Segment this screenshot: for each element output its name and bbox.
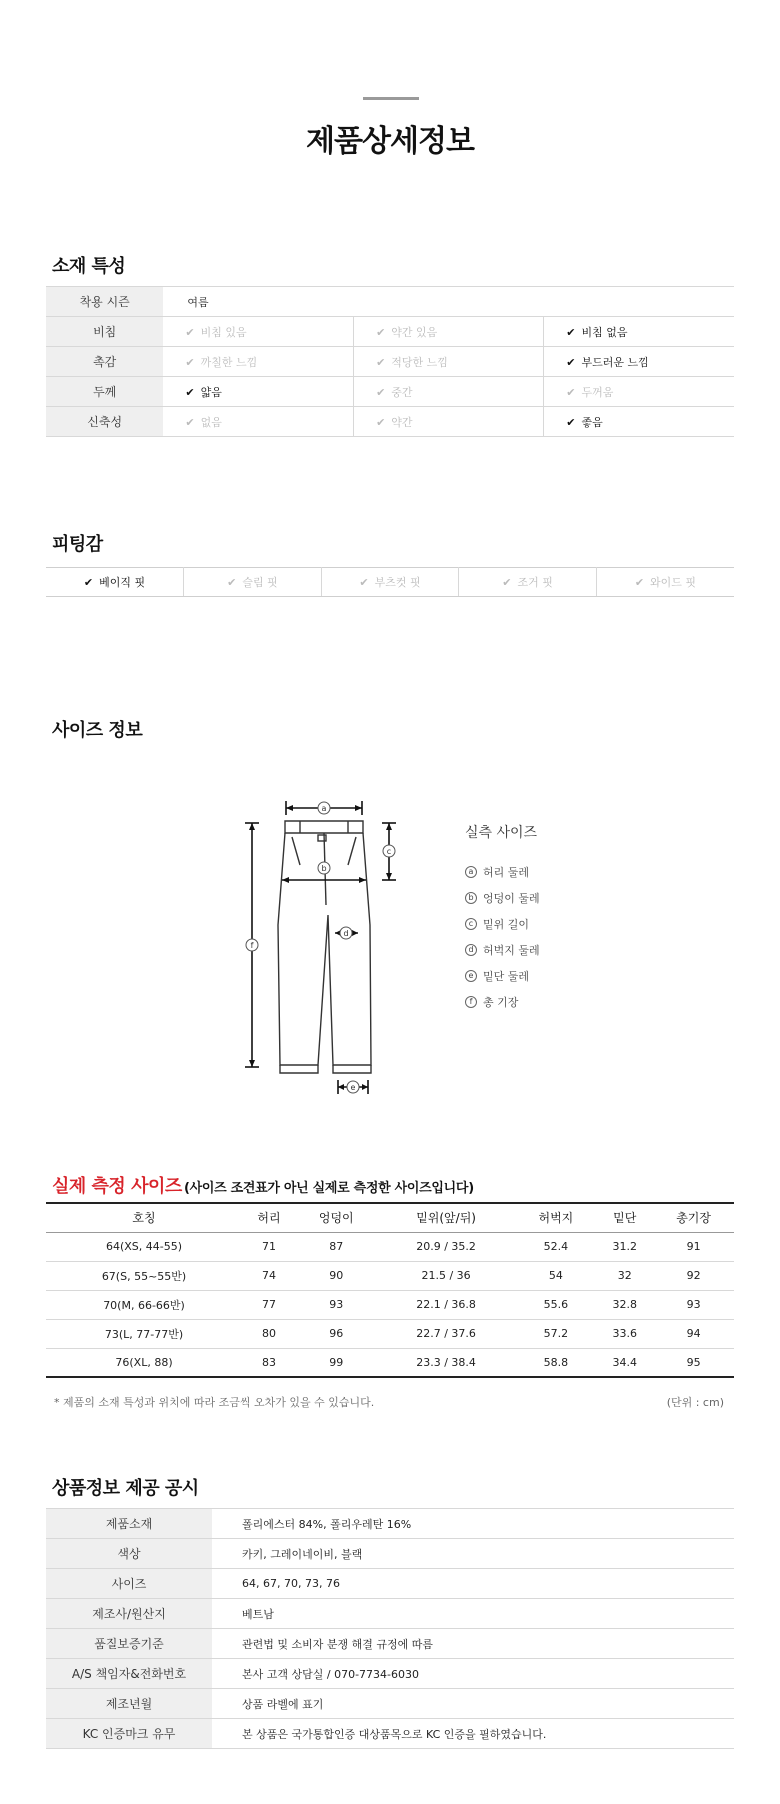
legend-label: 허리 둘레	[483, 866, 530, 879]
fitting-option	[321, 568, 459, 597]
table-cell: 96	[296, 1319, 377, 1348]
option-label: 얇음	[200, 385, 222, 399]
table-cell: 22.1 / 36.8	[377, 1290, 516, 1319]
info-value: 64, 67, 70, 73, 76	[212, 1569, 734, 1599]
size-legend	[465, 859, 540, 1015]
option-label: 적당한 느낌	[391, 355, 448, 369]
info-row	[46, 1509, 734, 1539]
info-value: 본 상품은 국가통합인증 대상품목으로 KC 인증을 필하였습니다.	[212, 1719, 734, 1749]
table-cell: 91	[653, 1232, 734, 1261]
material-option	[544, 377, 734, 407]
material-row-touch	[46, 347, 734, 377]
legend-label: 밑위 길이	[483, 918, 530, 931]
material-option	[163, 317, 353, 347]
pants-outline	[278, 821, 371, 1073]
table-cell: 76(XL, 88)	[46, 1348, 242, 1377]
legend-item	[465, 989, 540, 1015]
material-row-stretch	[46, 407, 734, 437]
material-table	[46, 286, 734, 437]
diagram-mark-f: f	[250, 941, 254, 950]
column-header: 밑단	[596, 1203, 653, 1232]
info-label: 제조사/원산지	[46, 1599, 212, 1629]
info-row	[46, 1719, 734, 1749]
size-table-header	[46, 1203, 734, 1232]
info-label: KC 인증마크 유무	[46, 1719, 212, 1749]
option-label: 비침 없음	[581, 325, 628, 339]
material-option	[354, 317, 544, 347]
legend-title: 실측 사이즈	[465, 825, 538, 841]
table-cell: 93	[296, 1290, 377, 1319]
table-cell: 77	[242, 1290, 296, 1319]
fitting-table	[46, 567, 734, 597]
info-label: 사이즈	[46, 1569, 212, 1599]
check-icon: ✔	[185, 355, 195, 369]
check-icon: ✔	[634, 576, 645, 589]
fitting-label: 와이드 핏	[650, 576, 697, 589]
diagram-mark-e: e	[350, 1083, 356, 1092]
table-cell: 21.5 / 36	[377, 1261, 516, 1290]
size-table	[46, 1202, 734, 1378]
check-icon: ✔	[502, 576, 512, 589]
legend-mark: a	[465, 866, 477, 878]
material-label: 신축성	[46, 407, 163, 437]
table-cell: 31.2	[596, 1232, 653, 1261]
fitting-option	[459, 568, 597, 597]
diagram-mark-d: d	[343, 929, 349, 938]
material-label: 두께	[46, 377, 163, 407]
option-label: 두꺼움	[581, 385, 614, 399]
table-cell: 92	[653, 1261, 734, 1290]
info-value: 관련법 및 소비자 분쟁 해결 규정에 따름	[212, 1629, 734, 1659]
info-row	[46, 1689, 734, 1719]
info-value: 베트남	[212, 1599, 734, 1629]
info-value: 카키, 그레이네이비, 블랙	[212, 1539, 734, 1569]
check-icon: ✔	[83, 576, 94, 589]
legend-mark: e	[465, 970, 477, 982]
table-cell: 34.4	[596, 1348, 653, 1377]
table-cell: 58.8	[516, 1348, 597, 1377]
column-header: 허벅지	[516, 1203, 597, 1232]
material-option-selected	[544, 407, 734, 437]
check-icon: ✔	[376, 385, 386, 399]
table-cell: 23.3 / 38.4	[377, 1348, 516, 1377]
table-cell: 90	[296, 1261, 377, 1290]
column-header: 총기장	[653, 1203, 734, 1232]
material-option-selected	[163, 377, 353, 407]
fitting-section-title: 피팅감	[52, 534, 103, 555]
legend-label: 총 기장	[483, 996, 519, 1009]
check-icon: ✔	[566, 355, 576, 369]
diagram-mark-c: c	[386, 847, 392, 856]
legend-item	[465, 859, 540, 885]
diagram-mark-a: a	[321, 804, 327, 813]
table-cell: 87	[296, 1232, 377, 1261]
check-icon: ✔	[376, 325, 386, 339]
material-option	[354, 347, 544, 377]
check-icon: ✔	[566, 415, 576, 429]
option-label: 중간	[391, 385, 413, 399]
table-cell: 73(L, 77-77반)	[46, 1319, 242, 1348]
table-cell: 52.4	[516, 1232, 597, 1261]
fitting-option	[184, 568, 322, 597]
check-icon: ✔	[185, 325, 195, 339]
diagram-mark-b: b	[321, 864, 327, 873]
option-label: 없음	[200, 415, 222, 429]
table-cell: 95	[653, 1348, 734, 1377]
column-header: 밑위(앞/뒤)	[377, 1203, 516, 1232]
info-label: 품질보증기준	[46, 1629, 212, 1659]
option-label: 비침 있음	[200, 325, 247, 339]
legend-item	[465, 937, 540, 963]
info-row	[46, 1629, 734, 1659]
legend-item	[465, 885, 540, 911]
table-cell: 32.8	[596, 1290, 653, 1319]
table-cell: 80	[242, 1319, 296, 1348]
table-cell: 71	[242, 1232, 296, 1261]
fitting-row	[46, 568, 734, 597]
info-value: 상품 라벨에 표기	[212, 1689, 734, 1719]
product-info-section-title: 상품정보 제공 공시	[52, 1478, 199, 1499]
legend-label: 밑단 둘레	[483, 970, 530, 983]
option-label: 까칠한 느낌	[200, 355, 258, 369]
material-option	[354, 377, 544, 407]
legend-mark: d	[465, 944, 477, 956]
material-section-title: 소재 특성	[52, 256, 126, 277]
product-info-table	[46, 1508, 734, 1749]
table-row	[46, 1232, 734, 1261]
check-icon: ✔	[376, 355, 386, 369]
material-option	[354, 407, 544, 437]
table-cell: 67(S, 55~55반)	[46, 1261, 242, 1290]
material-option-selected	[544, 317, 734, 347]
material-row-sheer	[46, 317, 734, 347]
table-row	[46, 1261, 734, 1290]
pants-size-diagram	[230, 795, 410, 1105]
material-value: 여름	[163, 287, 734, 317]
table-row	[46, 1290, 734, 1319]
diagram-marks	[246, 802, 395, 1093]
material-label: 비침	[46, 317, 163, 347]
table-cell: 74	[242, 1261, 296, 1290]
legend-label: 엉덩이 둘레	[483, 892, 540, 905]
material-label: 촉감	[46, 347, 163, 377]
material-label: 착용 시즌	[46, 287, 163, 317]
size-note: * 제품의 소재 특성과 위치에 따라 조금씩 오차가 있을 수 있습니다.	[54, 1396, 375, 1409]
legend-item	[465, 963, 540, 989]
table-cell: 83	[242, 1348, 296, 1377]
table-cell: 22.7 / 37.6	[377, 1319, 516, 1348]
check-icon: ✔	[566, 385, 576, 399]
option-label: 약간 있음	[391, 325, 438, 339]
material-option	[163, 407, 353, 437]
option-label: 약간	[391, 415, 413, 429]
page-title: 제품상세정보	[306, 124, 474, 159]
material-row-thickness	[46, 377, 734, 407]
size-unit: (단위 : cm)	[666, 1396, 724, 1409]
measured-size-subtitle: (사이즈 조견표가 아닌 실제로 측정한 사이즈입니다)	[184, 1181, 474, 1196]
info-row	[46, 1539, 734, 1569]
fitting-label: 부츠컷 핏	[374, 576, 421, 589]
info-value: 폴리에스터 84%, 폴리우레탄 16%	[212, 1509, 734, 1539]
material-option-selected	[544, 347, 734, 377]
table-cell: 32	[596, 1261, 653, 1290]
fitting-option	[596, 568, 734, 597]
measured-size-title: 실제 측정 사이즈	[52, 1176, 182, 1197]
fitting-label: 조거 핏	[517, 576, 553, 589]
table-cell: 55.6	[516, 1290, 597, 1319]
material-option	[163, 347, 353, 377]
info-label: 제품소재	[46, 1509, 212, 1539]
measure-arrows	[245, 801, 396, 1094]
column-header: 허리	[242, 1203, 296, 1232]
column-header: 엉덩이	[296, 1203, 377, 1232]
material-row-season	[46, 287, 734, 317]
fitting-option-selected	[46, 568, 184, 597]
size-info-section-title: 사이즈 정보	[52, 720, 143, 741]
table-row	[46, 1348, 734, 1377]
table-row	[46, 1319, 734, 1348]
check-icon: ✔	[376, 415, 386, 429]
fitting-label: 슬림 핏	[242, 576, 278, 589]
table-cell: 57.2	[516, 1319, 597, 1348]
table-cell: 33.6	[596, 1319, 653, 1348]
option-label: 부드러운 느낌	[581, 355, 649, 369]
column-header: 호칭	[46, 1203, 242, 1232]
fitting-label: 베이직 핏	[99, 576, 146, 589]
title-divider	[363, 97, 419, 100]
check-icon: ✔	[566, 325, 576, 339]
info-label: 제조년월	[46, 1689, 212, 1719]
table-cell: 93	[653, 1290, 734, 1319]
info-row	[46, 1659, 734, 1689]
check-icon: ✔	[227, 576, 237, 589]
legend-label: 허벅지 둘레	[483, 944, 540, 957]
info-value: 본사 고객 상담실 / 070-7734-6030	[212, 1659, 734, 1689]
check-icon: ✔	[185, 385, 195, 399]
info-row	[46, 1599, 734, 1629]
table-cell: 20.9 / 35.2	[377, 1232, 516, 1261]
legend-mark: f	[465, 996, 477, 1008]
info-label: A/S 책임자&전화번호	[46, 1659, 212, 1689]
table-cell: 64(XS, 44-55)	[46, 1232, 242, 1261]
info-label: 색상	[46, 1539, 212, 1569]
table-cell: 99	[296, 1348, 377, 1377]
check-icon: ✔	[359, 576, 369, 589]
legend-mark: c	[465, 918, 477, 930]
legend-mark: b	[465, 892, 477, 904]
check-icon: ✔	[185, 415, 195, 429]
option-label: 좋음	[581, 415, 603, 429]
info-row	[46, 1569, 734, 1599]
table-cell: 70(M, 66-66반)	[46, 1290, 242, 1319]
legend-item	[465, 911, 540, 937]
table-cell: 94	[653, 1319, 734, 1348]
table-cell: 54	[516, 1261, 597, 1290]
